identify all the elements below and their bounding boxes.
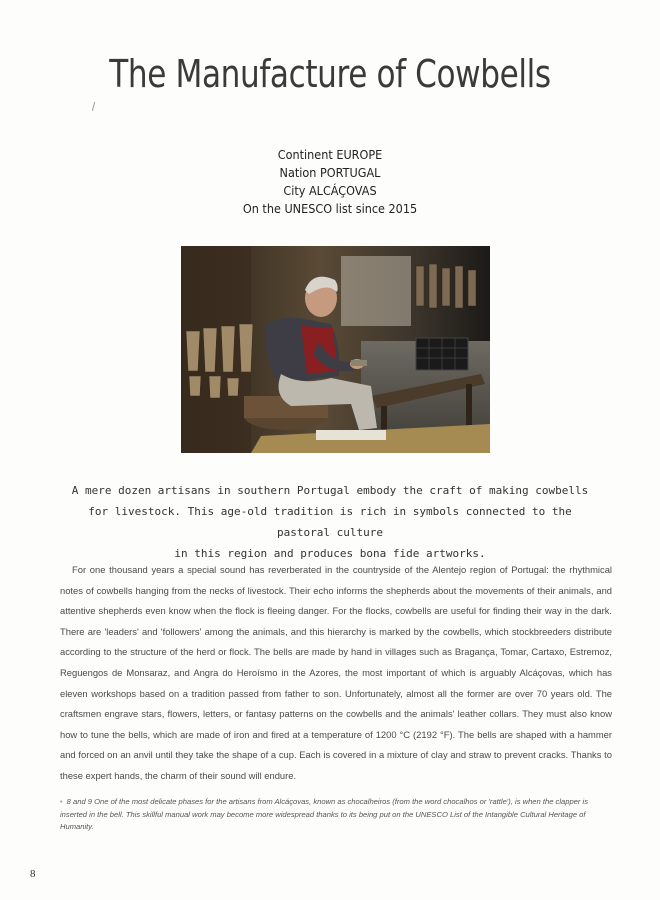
caption-text: 8 and 9 One of the most delicate phases for the artisans from Alcáçovas, known as chocalheiros (from the word chocalhos or 'rattle'), is when the clapper is inserted in the bell. This skillful manual work may become more widespread thanks to its being put on the UNESCO List of the Intangible Cultural Heritage of Humanity.	[60, 797, 589, 831]
photo-caption	[60, 796, 612, 834]
continent-line: Continent EUROPE	[277, 147, 383, 162]
page-title: The Manufacture of Cowbells	[109, 52, 551, 96]
unesco-line: On the UNESCO list since 2015	[242, 201, 418, 216]
page-number: 8	[30, 868, 36, 880]
caption-bullet: •	[60, 797, 63, 806]
body-paragraph: For one thousand years a special sound has reverberated in the countryside of the Alentejo region of Portugal: the rhythmical notes of cowbells hanging from the necks of livestock. Their echo informs the shepherds about the movements of their animals, and attentive shepherds even know when the flock is fleeing danger. For the flocks, cowbells are useful for finding their way in the dark. There are 'leaders' and 'followers' among the animals, and this hierarchy is marked by the cowbells, which stockbreeders distribute according to the structure of the herd or flock. The bells are made by hand in villages such as Bragança, Tomar, Cartaxo, Estremoz, Reguengos de Monsaraz, and Angra do Heroísmo in the Azores, the most important of which is arguably Alcáçovas, which has eleven workshops based on a tradition passed from father to son. Unfortunately, almost all the former are over 70 years old. The craftsmen engrave stars, flowers, letters, or fantasy patterns on the cowbells and the animals' leather collars. They must also know how to tune the bells, which are made of iron and fired at a temperature of 1200 °C (2192 °F). The bells are shaped with a hammer and forced on an anvil until they take the shape of a cup. Each is covered in a mixture of clay and straw to prevent cracks. Thanks to these expert hands, the charm of their sound will endure.	[60, 564, 612, 781]
intro-paragraph	[60, 480, 600, 564]
intro-line: for livestock. This age-old tradition is rich in symbols connected to the pastoral culture	[88, 505, 572, 539]
artisan-photo	[181, 246, 490, 453]
location-info	[0, 146, 660, 218]
intro-line: in this region and produces bona fide artworks.	[174, 547, 486, 560]
intro-line: A mere dozen artisans in southern Portugal embody the craft of making cowbells	[71, 484, 589, 497]
city-line: City ALCÁÇOVAS	[283, 183, 377, 198]
nation-line: Nation PORTUGAL	[279, 165, 381, 180]
stray-mark	[92, 102, 95, 111]
